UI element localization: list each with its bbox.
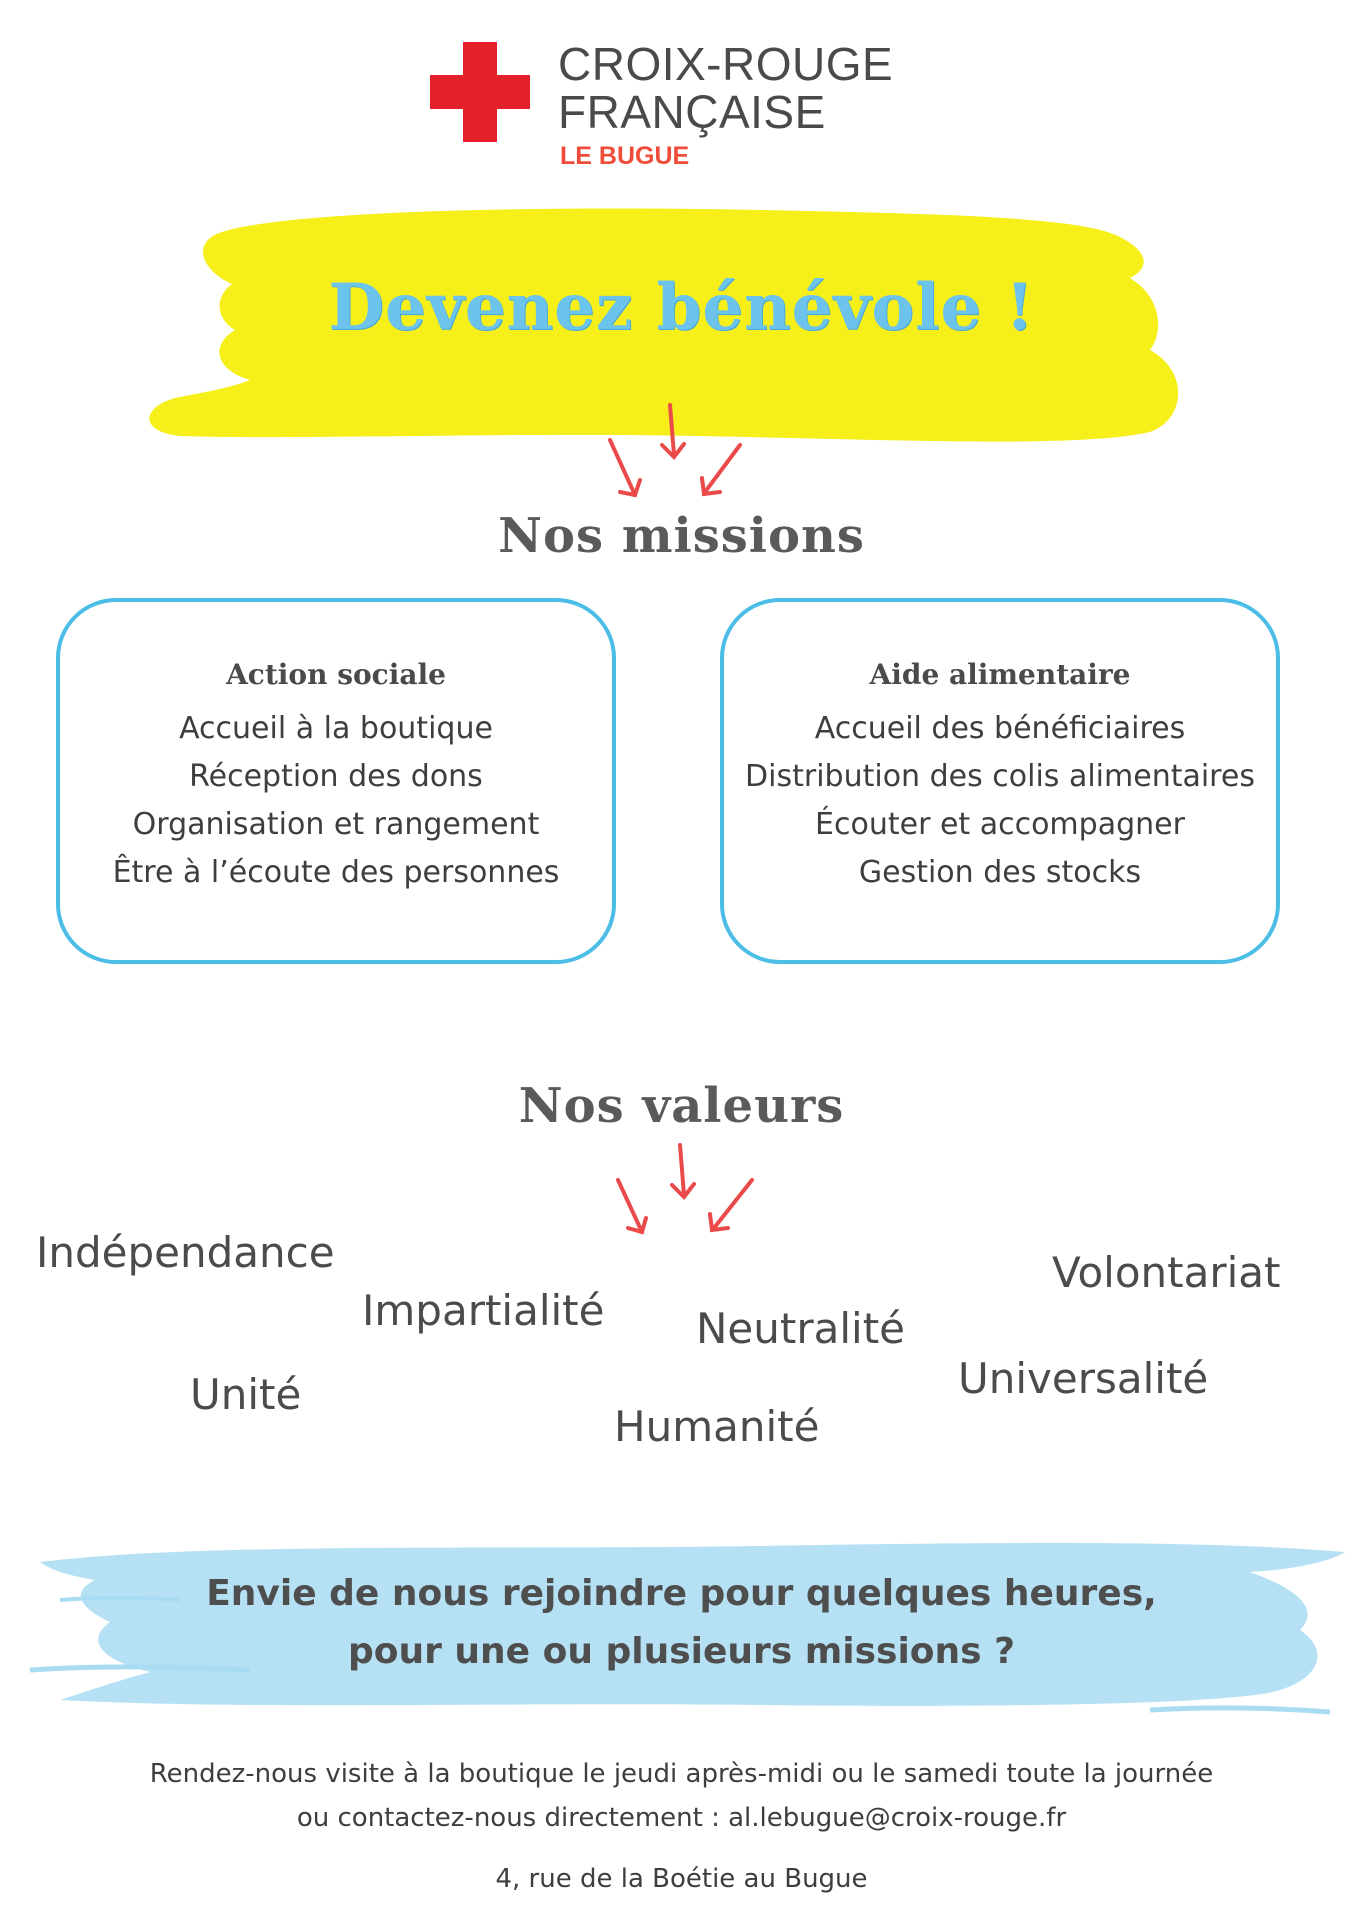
- footer-visit-text: Rendez-nous visite à la boutique le jeudi après-midi ou le samedi toute la journée: [149, 1759, 1214, 1789]
- footer-contact-text: ou contactez-nous directement : al.lebugue@croix-rouge.fr: [296, 1803, 1067, 1833]
- page-title: Devenez bénévole !: [328, 270, 1035, 345]
- mission-item: Organisation et rangement: [132, 807, 540, 842]
- logo-line-1: CROIX-ROUGE: [558, 38, 894, 90]
- yellow-highlight: [0, 0, 1363, 460]
- mission-item: Distribution des colis alimentaires: [745, 759, 1255, 794]
- value-word: Neutralité: [696, 1304, 905, 1353]
- mission-item: Être à l’écoute des personnes: [112, 855, 560, 890]
- mission-item: Accueil des bénéficiaires: [814, 711, 1186, 746]
- value-word: Volontariat: [1052, 1248, 1281, 1297]
- mission-item: Accueil à la boutique: [179, 711, 493, 746]
- logo-subtitle: LE BUGUE: [560, 142, 690, 170]
- mission-item: Gestion des stocks: [858, 855, 1142, 890]
- arrows-down-icon: [590, 400, 770, 510]
- value-word: Impartialité: [362, 1286, 605, 1335]
- mission-box-aide-alimentaire: [720, 598, 1280, 964]
- arrows-down-icon: [600, 1140, 780, 1250]
- value-word: Humanité: [614, 1402, 820, 1451]
- mission-item: Réception des dons: [189, 759, 483, 794]
- value-word: Unité: [190, 1370, 302, 1419]
- cta-line-2: pour une ou plusieurs missions ?: [347, 1631, 1016, 1672]
- mission-heading: Action sociale: [226, 658, 446, 691]
- footer: [0, 1752, 1363, 1840]
- address: 4, rue de la Boétie au Bugue: [495, 1864, 868, 1894]
- logo-line-2: FRANÇAISE: [558, 86, 826, 138]
- call-to-action: [0, 1565, 1363, 1681]
- values-heading: Nos valeurs: [518, 1078, 845, 1134]
- value-word: Indépendance: [36, 1228, 335, 1277]
- mission-heading: Aide alimentaire: [869, 658, 1131, 691]
- value-word: Universalité: [958, 1354, 1209, 1403]
- mission-item: Écouter et accompagner: [815, 807, 1185, 842]
- missions-heading: Nos missions: [498, 508, 865, 564]
- mission-box-action-sociale: [56, 598, 616, 964]
- cta-line-1: Envie de nous rejoindre pour quelques heures,: [206, 1573, 1157, 1614]
